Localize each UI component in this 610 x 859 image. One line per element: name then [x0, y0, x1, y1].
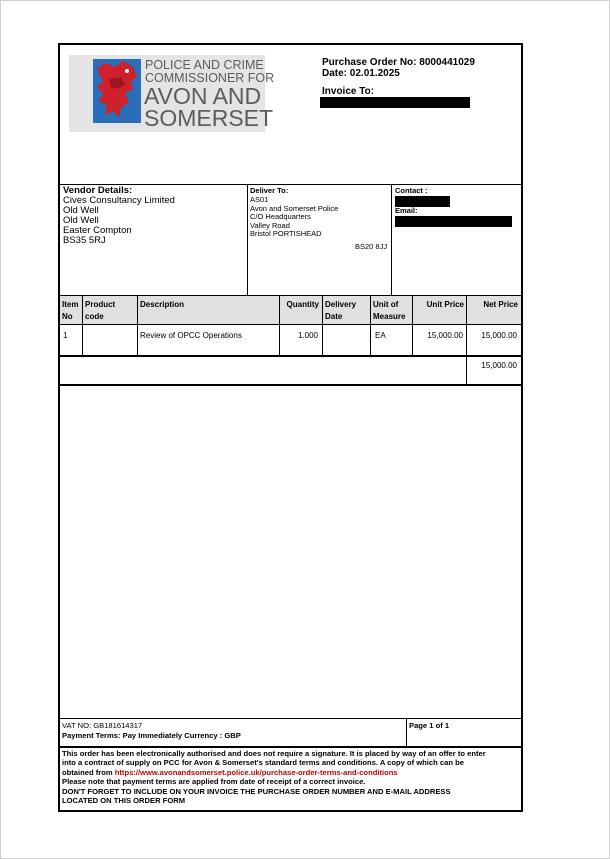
deliver-line-1: AS01 [250, 195, 269, 204]
col-divider-5 [370, 295, 371, 355]
contact-label: Contact : [395, 186, 428, 195]
notice-line-2: into a contract of supply on PCC for Avon & Somerset's standard terms and conditions. A copy of which can be [62, 758, 464, 768]
vendor-line-2: Old Well [63, 205, 99, 216]
row-1-net-price: 15,000.00 [481, 331, 517, 340]
deliver-line-5: Bristol PORTISHEAD [250, 229, 322, 239]
payment-terms: Payment Terms: Pay Immediately Currency : GBP [62, 731, 241, 740]
deliver-line-3: C/O Headquarters [250, 212, 311, 222]
col-divider-4 [322, 295, 323, 355]
logo-line-4: SOMERSET [144, 105, 274, 131]
notice-line-1: This order has been electronically authorised and does not require a signature. It is placed by way of an offer to enter [62, 749, 486, 758]
th-unit-line-1: Unit of [373, 300, 399, 309]
th-unit [373, 299, 405, 323]
notice-line-3 [62, 768, 398, 777]
pcc-logo [69, 55, 275, 132]
order-total: 15,000.00 [481, 361, 517, 370]
th-unit-price: Unit Price [426, 300, 464, 309]
po-date: 02.01.2025 [349, 68, 400, 79]
notice-line-4: Please note that payment terms are applied from date of receipt of a correct invoice. [62, 777, 366, 787]
logo-line-1: POLICE AND CRIME [145, 58, 264, 72]
deliver-line-4: Valley Road [250, 220, 290, 230]
divider-row-bottom [60, 355, 521, 357]
purchase-order-sheet [58, 43, 523, 812]
th-product-line-2: code [85, 312, 104, 321]
th-unit-line-2: Measure [373, 312, 406, 321]
divider-vendor [247, 184, 248, 295]
email-redaction [395, 216, 512, 227]
dragon-crest-icon [93, 59, 141, 123]
terms-link[interactable]: https://www.avonandsomerset.police.uk/purchase-order-terms-and-conditions [114, 767, 398, 777]
page-number: Page 1 of 1 [409, 721, 450, 730]
th-item-line-1: Item [62, 300, 79, 309]
vendor-label: Vendor Details: [63, 185, 133, 196]
email-label: Email: [395, 206, 418, 215]
logo-line-3: AVON AND [144, 83, 262, 109]
deliver-postcode: BS20 8JJ [355, 242, 388, 251]
po-date-line [322, 68, 400, 79]
th-net-price: Net Price [483, 300, 518, 309]
row-1-description: Review of OPCC Operations [140, 331, 242, 340]
deliver-line-2: Avon and Somerset Police [250, 203, 339, 213]
th-quantity: Quantity [286, 300, 319, 309]
vendor-line-3: Old Well [63, 215, 99, 226]
vendor-line-4: Easter Compton [63, 225, 132, 236]
deliver-label: Deliver To: [250, 186, 289, 195]
vat-number: VAT NO: GB181614317 [62, 721, 143, 730]
invoice-to-label: Invoice To: [322, 86, 375, 97]
notice-line-5: DON'T FORGET TO INCLUDE ON YOUR INVOICE THE PURCHASE ORDER NUMBER AND E-MAIL ADDRESS [62, 786, 451, 796]
th-delivery [325, 299, 356, 323]
divider-page [406, 718, 407, 746]
divider-total-bottom [60, 384, 521, 386]
divider-footer-top [60, 718, 521, 719]
th-product-line-1: Product [85, 300, 116, 309]
date-label: Date: [322, 68, 348, 79]
row-1-quantity: 1.000 [297, 331, 318, 340]
th-delivery-line-1: Delivery [325, 300, 357, 309]
po-number-line [322, 57, 475, 68]
divider-deliver [391, 184, 392, 295]
th-item [62, 299, 78, 323]
row-1-item: 1 [63, 331, 68, 340]
row-1-unit-price: 15,000.00 [427, 331, 463, 340]
po-label: Purchase Order No: [322, 57, 417, 68]
divider-notice-top [60, 746, 521, 748]
th-delivery-line-2: Date [325, 312, 343, 321]
invoice-redaction [320, 97, 470, 108]
row-1-unit: EA [375, 331, 386, 340]
notice-line-6: LOCATED ON THIS ORDER FORM [62, 796, 186, 805]
col-divider-2 [137, 295, 138, 355]
logo-line-2: COMMISSIONER FOR [145, 71, 275, 85]
po-number: 8000441029 [419, 57, 475, 68]
vendor-line-1: Cives Consultancy Limited [63, 195, 175, 206]
divider-table-top [60, 295, 521, 296]
vendor-line-5: BS35 5RJ [63, 235, 106, 246]
notice-line-3-prefix: obtained from [62, 767, 113, 777]
th-item-line-2: No [62, 312, 73, 321]
divider-header-bottom [60, 324, 521, 325]
th-product [85, 299, 115, 323]
col-divider-1 [82, 295, 83, 355]
th-description: Description [140, 300, 185, 309]
